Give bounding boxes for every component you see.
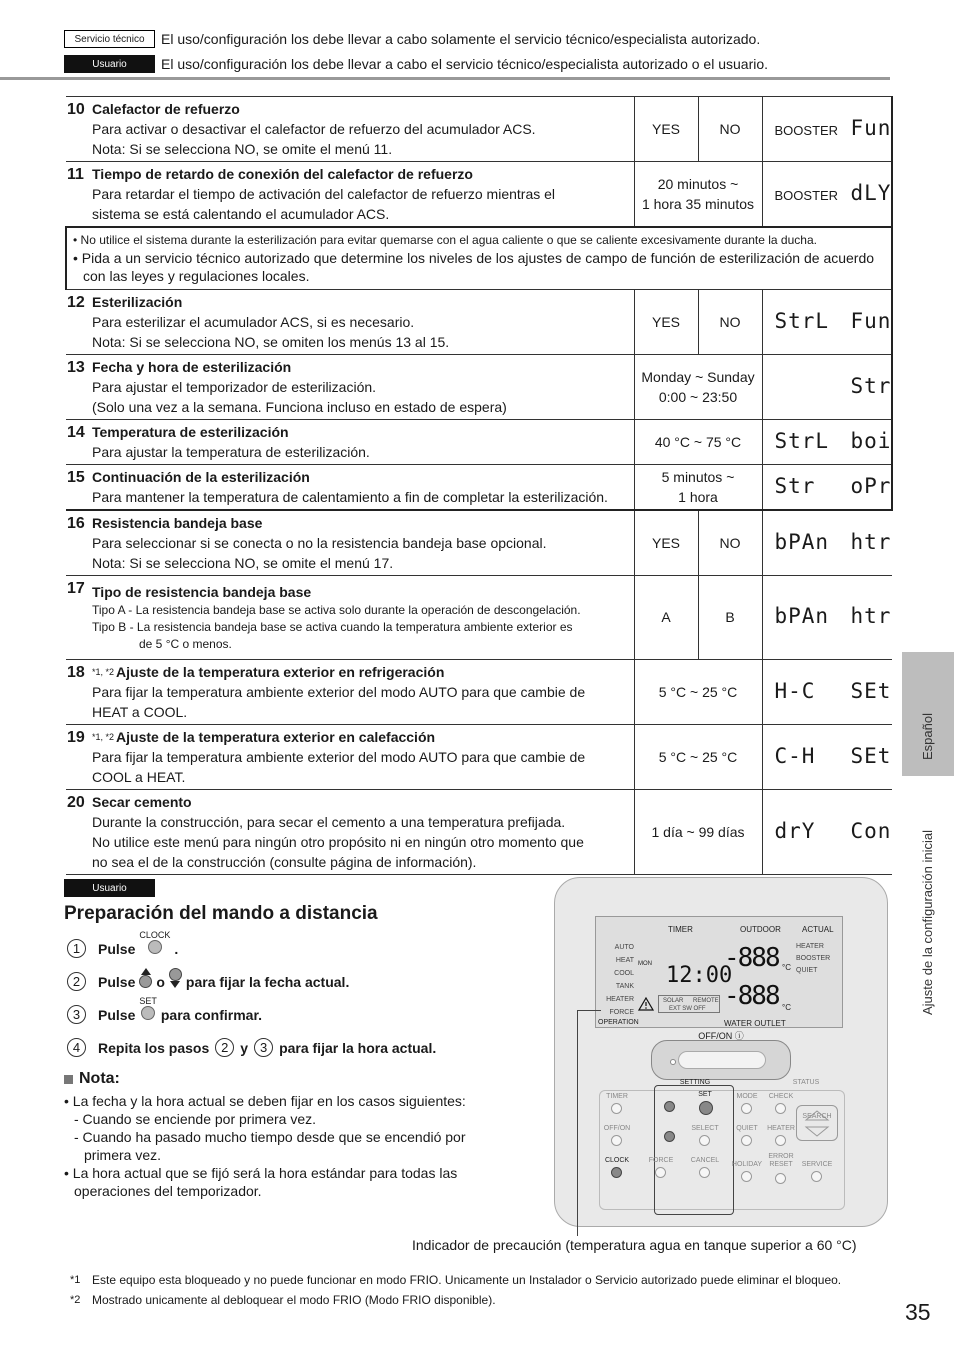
tech-tag: Servicio técnico xyxy=(64,30,155,48)
button-label: CLOCK xyxy=(139,930,171,940)
caution-triangle-icon xyxy=(638,997,654,1011)
setting-desc xyxy=(66,97,634,162)
step-text: Repita los pasos xyxy=(98,1039,210,1056)
note-bullet: • La hora actual que se fijó será la hora estándar para todas las operaciones del temporizador. xyxy=(64,1165,458,1199)
search-key[interactable] xyxy=(796,1105,838,1141)
down-button-icon xyxy=(169,968,182,988)
lcd-day: MON xyxy=(638,961,652,967)
setup-steps xyxy=(67,932,436,1064)
note-dash: - Cuando ha pasado mucho tiempo desde que se encendió por primera vez. xyxy=(74,1129,466,1163)
setting-title: Continuación de la esterilización xyxy=(92,468,310,485)
lcd-code-a: BOOSTER xyxy=(774,122,839,138)
footnote-marker: *2 xyxy=(70,1294,81,1306)
lcd-code-a: StrL xyxy=(774,428,830,453)
setting-number: 17 xyxy=(67,579,85,597)
range-to: 1 hora 35 minutos xyxy=(641,196,755,212)
remote-controller xyxy=(554,877,888,1227)
step-text: Pulse xyxy=(98,973,136,990)
lcd-mode: AUTO xyxy=(614,944,634,951)
remote-button-panel xyxy=(599,1079,845,1210)
onoff-bar xyxy=(678,1051,766,1069)
check-key-label: CHECK xyxy=(768,1093,794,1100)
setting-desc xyxy=(66,510,634,576)
setting-range: 5 °C ~ 25 °C xyxy=(634,724,762,789)
step-text: o xyxy=(156,973,165,990)
setting-row-15 xyxy=(66,464,892,510)
lcd-code-a: H-C xyxy=(774,678,816,703)
setting-title xyxy=(92,727,630,747)
setting-number: 20 xyxy=(67,793,85,811)
up-key[interactable] xyxy=(664,1101,675,1112)
page-number: 35 xyxy=(905,1299,931,1325)
clock-button-icon xyxy=(139,931,170,954)
range-from: Monday ~ Sunday xyxy=(641,368,755,385)
lcd-code-b: boi xyxy=(850,428,892,453)
select-key-label: SELECT xyxy=(691,1125,719,1132)
setting-title: Secar cemento xyxy=(92,793,192,810)
service-key-label: SERVICE xyxy=(801,1161,833,1168)
setting-desc xyxy=(66,659,634,724)
check-key[interactable] xyxy=(775,1103,786,1114)
setting-value: B xyxy=(698,575,762,659)
force-key[interactable] xyxy=(655,1167,666,1178)
setting-line: Para ajustar el temporizador de esterilización. xyxy=(92,378,377,395)
error-reset-key-label: ERROR RESET xyxy=(768,1153,794,1168)
lcd-mode: COOL xyxy=(614,970,634,977)
setting-range xyxy=(634,162,762,228)
select-key[interactable] xyxy=(699,1135,710,1146)
legend-rule xyxy=(0,77,890,80)
setting-desc xyxy=(66,464,634,510)
offon-key[interactable] xyxy=(611,1135,622,1146)
lcd-ext: EXT SW OFF xyxy=(669,1006,706,1012)
callout-line xyxy=(577,1010,578,1236)
lcd-right-labels xyxy=(796,941,830,977)
setting-line: Para fijar la temperatura ambiente exterior del modo AUTO para que cambie de xyxy=(92,748,586,765)
lcd-mode: HEATER xyxy=(606,996,634,1003)
lcd-code-a: bPAn xyxy=(774,529,830,554)
mode-key[interactable] xyxy=(741,1103,752,1114)
holiday-key-label: HOLIDAY xyxy=(731,1161,763,1168)
lcd-solar: SOLAR xyxy=(663,998,684,1004)
lcd-deg: °C xyxy=(782,963,791,972)
note-bullet: • La fecha y la hora actual se deben fijar en los casos siguientes: xyxy=(64,1093,466,1109)
heater-key[interactable] xyxy=(775,1135,786,1146)
setting-number: 15 xyxy=(67,468,85,486)
note-title xyxy=(64,1070,120,1088)
footnote-text: Este equipo esta bloqueado y no puede funcionar en modo FRIO. Unicamente un Instalador o Servicio autorizado puede eliminar el bloqueo. xyxy=(92,1273,842,1287)
range-to: 0:00 ~ 23:50 xyxy=(658,388,738,405)
service-key[interactable] xyxy=(811,1171,822,1182)
lcd-digits-water: -888 xyxy=(724,981,779,1011)
lcd-code-b: Str xyxy=(850,373,892,398)
lcd-code xyxy=(762,289,892,354)
user-tag-remote: Usuario xyxy=(64,879,155,897)
setting-title xyxy=(92,662,630,682)
setting-title: Tiempo de retardo de conexión del calefactor de refuerzo xyxy=(92,166,473,182)
timer-key[interactable] xyxy=(611,1103,622,1114)
lcd-code-a: drY xyxy=(774,818,816,843)
step-text: Pulse xyxy=(98,940,136,957)
footnote-text: Mostrado unicamente al debloquear el modo FRIO (Modo FRIO disponible). xyxy=(92,1293,496,1307)
setting-title: Tipo de resistencia bandeja base xyxy=(92,583,312,600)
setting-title-text: Ajuste de la temperatura exterior en calefacción xyxy=(116,728,436,745)
lcd-code xyxy=(762,575,892,659)
setting-desc xyxy=(66,575,634,659)
setting-line: Para mantener la temperatura de calentamiento a fin de completar la esterilización. xyxy=(92,488,608,505)
up-button-icon xyxy=(139,968,152,988)
holiday-key[interactable] xyxy=(741,1171,752,1182)
setting-range: 1 día ~ 99 días xyxy=(634,789,762,874)
lcd-code-b: htr xyxy=(850,604,892,628)
setting-number: 14 xyxy=(67,423,85,441)
setting-number: 16 xyxy=(67,514,85,532)
force-key-label: FORCE xyxy=(648,1157,674,1164)
power-led-icon xyxy=(670,1059,676,1065)
callout-line xyxy=(577,1010,601,1011)
quiet-key[interactable] xyxy=(741,1135,752,1146)
footnote-ref: *1, *2 xyxy=(92,731,115,742)
range-from: 5 minutos ~ xyxy=(661,468,735,485)
sterilization-warning xyxy=(66,227,892,289)
lcd-code xyxy=(762,419,892,464)
setting-line: Nota: Si se selecciona NO, se omite el menú 11. xyxy=(92,141,393,157)
setting-row-20 xyxy=(66,789,892,874)
setting-title: Resistencia bandeja base xyxy=(92,514,263,531)
setting-number: 12 xyxy=(67,293,85,311)
setting-label: SETTING xyxy=(679,1079,711,1086)
heater-key-label: HEATER xyxy=(767,1125,795,1132)
setting-range: 5 °C ~ 25 °C xyxy=(634,659,762,724)
step-3 xyxy=(67,998,436,1031)
onoff-button[interactable] xyxy=(651,1031,791,1080)
setting-desc xyxy=(66,354,634,419)
setting-row-10 xyxy=(66,97,892,162)
section-side-label: Ajuste de la configuración inicial xyxy=(920,830,935,1015)
notes xyxy=(64,1092,504,1200)
note-dash: - Cuando se enciende por primera vez. xyxy=(74,1111,317,1127)
lcd-code-a: BOOSTER xyxy=(774,187,839,203)
setting-number: 11 xyxy=(67,166,84,183)
footnote-1 xyxy=(70,1270,841,1290)
lcd-water-outlet-label: WATER OUTLET xyxy=(724,1019,786,1028)
setting-line: HEAT a COOL. xyxy=(92,703,188,720)
lcd-code-a: StrL xyxy=(774,308,830,333)
button-label: SET xyxy=(139,996,157,1006)
setting-line: Para activar o desactivar el calefactor de refuerzo del acumulador ACS. xyxy=(92,121,536,137)
lcd-code-a: bPAn xyxy=(774,604,830,628)
lcd-code xyxy=(762,464,892,510)
setting-line: Para seleccionar si se conecta o no la resistencia bandeja base opcional. xyxy=(92,534,547,551)
setting-number: 19 xyxy=(67,728,85,746)
lcd-code xyxy=(762,789,892,874)
onoff-label: OFF/ON ⓘ xyxy=(698,1031,744,1041)
lcd-code xyxy=(762,659,892,724)
lcd-code xyxy=(762,724,892,789)
step-number: 3 xyxy=(67,1005,86,1024)
setting-line: COOL a HEAT. xyxy=(92,768,186,785)
set-key[interactable] xyxy=(699,1101,713,1115)
setting-range: 40 °C ~ 75 °C xyxy=(634,419,762,464)
remote-lcd xyxy=(595,916,843,1028)
cancel-key[interactable] xyxy=(699,1167,710,1178)
lcd-code-b: Con xyxy=(850,818,892,843)
setting-desc xyxy=(66,289,634,354)
setting-line: Tipo A - La resistencia bandeja base se activa solo durante la operación de descongelación. xyxy=(92,602,581,617)
setting-row-17 xyxy=(66,575,892,659)
setting-row-12 xyxy=(66,289,892,354)
setting-row-19 xyxy=(66,724,892,789)
caution-caption: Indicador de precaución (temperatura agua en tanque superior a 60 °C) xyxy=(412,1237,857,1253)
lcd-code-b: SEt xyxy=(850,743,892,768)
legend-user-row xyxy=(64,53,894,75)
set-key-label: SET xyxy=(698,1091,712,1098)
step-text: para fijar la fecha actual. xyxy=(185,973,350,990)
quiet-key-label: QUIET xyxy=(736,1125,758,1132)
step-number: 1 xyxy=(67,939,86,958)
setting-line: Durante la construcción, para secar el cemento a una temperatura prefijada. xyxy=(92,813,566,830)
warning-line: • No utilice el sistema durante la esterilización para evitar quemarse con el agua caliente o que se caliente excesivamente durante la ducha. xyxy=(73,233,817,248)
range-to: 1 hora xyxy=(678,488,718,505)
setting-desc xyxy=(66,162,634,228)
button-dot xyxy=(141,1006,155,1020)
search-arrows-icon xyxy=(797,1106,837,1140)
step-4 xyxy=(67,1031,436,1064)
setting-line: Para esterilizar el acumulador ACS, si es necesario. xyxy=(92,313,415,330)
setting-title: Calefactor de refuerzo xyxy=(92,101,240,117)
setting-line: Para fijar la temperatura ambiente exterior del modo AUTO para que cambie de xyxy=(92,683,586,700)
setting-title: Fecha y hora de esterilización xyxy=(92,358,292,375)
settings-table xyxy=(65,96,893,875)
lcd-mode-list xyxy=(600,941,634,1019)
lcd-label: HEATER xyxy=(796,943,824,950)
note-square-icon xyxy=(64,1075,73,1084)
lcd-code xyxy=(762,354,892,419)
warning-cell xyxy=(66,227,892,289)
setting-row-11 xyxy=(66,162,892,228)
setting-desc xyxy=(66,789,634,874)
step-ref: 2 xyxy=(215,1038,234,1057)
clock-key[interactable] xyxy=(611,1167,622,1178)
lcd-clock: 12:00 xyxy=(666,963,733,988)
setting-value: YES xyxy=(634,97,698,162)
lcd-label: BOOSTER xyxy=(796,955,831,962)
tech-text: El uso/configuración los debe llevar a cabo solamente el servicio técnico/especialista autorizado. xyxy=(161,31,761,47)
lcd-code xyxy=(762,510,892,576)
search-key-label: SEARCH xyxy=(802,1113,832,1120)
lcd-deg: °C xyxy=(782,1003,791,1012)
lcd-code xyxy=(762,162,892,228)
step-number: 4 xyxy=(67,1038,86,1057)
setting-row-14 xyxy=(66,419,892,464)
lcd-mode: TANK xyxy=(615,983,634,990)
lcd-digits-outdoor: -888 xyxy=(724,943,779,973)
setting-line: sistema se está calentando el acumulador ACS. xyxy=(92,206,390,222)
note-title-text: Nota: xyxy=(79,1070,120,1087)
setting-line: (Solo una vez a la semana. Funciona incluso en estado de espera) xyxy=(92,398,507,415)
lcd-mode: HEAT xyxy=(615,957,634,964)
setting-value: A xyxy=(634,575,698,659)
down-key[interactable] xyxy=(664,1131,675,1142)
step-text: y xyxy=(240,1039,249,1056)
legend-tech-row xyxy=(64,28,894,50)
footnote-ref: *1, *2 xyxy=(92,666,115,677)
step-text: para confirmar. xyxy=(160,1006,263,1023)
step-text: para fijar la hora actual. xyxy=(279,1039,437,1056)
setting-line: Nota: Si se selecciona NO, se omiten los menús 13 al 15. xyxy=(92,333,450,350)
setting-line: de 5 °C o menos. xyxy=(139,636,232,651)
lcd-code-a: C-H xyxy=(774,743,816,768)
setting-desc xyxy=(66,419,634,464)
lcd-code-b: htr xyxy=(850,529,892,554)
step-1 xyxy=(67,932,436,965)
setting-range xyxy=(634,464,762,510)
set-button-icon xyxy=(139,997,157,1020)
setting-line: Tipo B - La resistencia bandeja base se activa cuando la temperatura ambiente exterior es xyxy=(92,619,573,634)
setting-line: no sea el de la construcción (consulte página de información). xyxy=(92,853,477,870)
lcd-outdoor-label: OUTDOOR xyxy=(740,925,781,934)
footnote-marker: *1 xyxy=(70,1274,81,1286)
setting-line: Para retardar el tiempo de activación del calefactor de refuerzo mientras el xyxy=(92,186,556,202)
setting-range xyxy=(634,354,762,419)
lcd-operation-label: OPERATION xyxy=(598,1019,639,1026)
lcd-code-b: Fun xyxy=(850,115,892,140)
mode-key-label: MODE xyxy=(736,1093,758,1100)
step-2 xyxy=(67,965,436,998)
button-dot xyxy=(148,940,162,954)
setting-title-text: Ajuste de la temperatura exterior en refrigeración xyxy=(116,663,445,680)
setting-line: No utilice este menú para ningún otro propósito ni en ningún otro momento que xyxy=(92,833,584,850)
lcd-source-box xyxy=(658,995,720,1013)
setting-title: Esterilización xyxy=(92,293,183,310)
lcd-remote: REMOTE xyxy=(693,998,719,1004)
setting-number: 18 xyxy=(67,663,85,681)
language-tab-label: Español xyxy=(920,713,935,760)
setting-line: Nota: Si se selecciona NO, se omite el menú 17. xyxy=(92,554,394,571)
footnote-2 xyxy=(70,1290,841,1310)
lcd-mode: FORCE xyxy=(609,1009,634,1016)
setting-number: 13 xyxy=(67,358,85,376)
legend xyxy=(64,28,894,75)
setting-title: Temperatura de esterilización xyxy=(92,423,289,440)
status-label: STATUS xyxy=(792,1079,820,1086)
lcd-label: QUIET xyxy=(796,967,818,974)
lcd-code-b: SEt xyxy=(850,678,892,703)
setting-value: YES xyxy=(634,289,698,354)
cancel-key-label: CANCEL xyxy=(690,1157,720,1164)
warning-line: • Pida a un servicio técnico autorizado que determine los niveles de los ajustes de campo de función de esterilización de acuerdo con las leyes y regulaciones locales. xyxy=(73,250,875,285)
range-from: 20 minutos ~ xyxy=(657,176,739,192)
setting-row-18 xyxy=(66,659,892,724)
lcd-code-b: Fun xyxy=(850,308,892,333)
lcd-code-a: Str xyxy=(774,473,816,498)
setting-value: NO xyxy=(698,510,762,576)
setting-value: NO xyxy=(698,97,762,162)
timer-key-label: TIMER xyxy=(606,1093,628,1100)
remote-section-title: Preparación del mando a distancia xyxy=(64,903,378,924)
lcd-code-b: dLY xyxy=(850,180,892,205)
user-tag: Usuario xyxy=(64,55,155,73)
step-number: 2 xyxy=(67,972,86,991)
setting-row-16 xyxy=(66,510,892,576)
setting-number: 10 xyxy=(67,101,85,118)
lcd-code xyxy=(762,97,892,162)
setting-line: Para ajustar la temperatura de esterilización. xyxy=(92,443,370,460)
lcd-code-b: oPr xyxy=(850,473,892,498)
error-reset-key[interactable] xyxy=(775,1173,786,1184)
setting-desc xyxy=(66,724,634,789)
setting-value: YES xyxy=(634,510,698,576)
setting-value: NO xyxy=(698,289,762,354)
step-text: . xyxy=(174,940,179,957)
lcd-timer-label: TIMER xyxy=(668,925,693,934)
step-text: Pulse xyxy=(98,1006,136,1023)
setting-row-13 xyxy=(66,354,892,419)
step-ref: 3 xyxy=(254,1038,273,1057)
offon-key-label: OFF/ON xyxy=(603,1125,631,1132)
user-text: El uso/configuración los debe llevar a cabo el servicio técnico/especialista autorizado o el usuario. xyxy=(161,56,769,72)
clock-key-label: CLOCK xyxy=(604,1157,630,1164)
lcd-actual-label: ACTUAL xyxy=(802,925,834,934)
footnotes xyxy=(70,1270,841,1310)
